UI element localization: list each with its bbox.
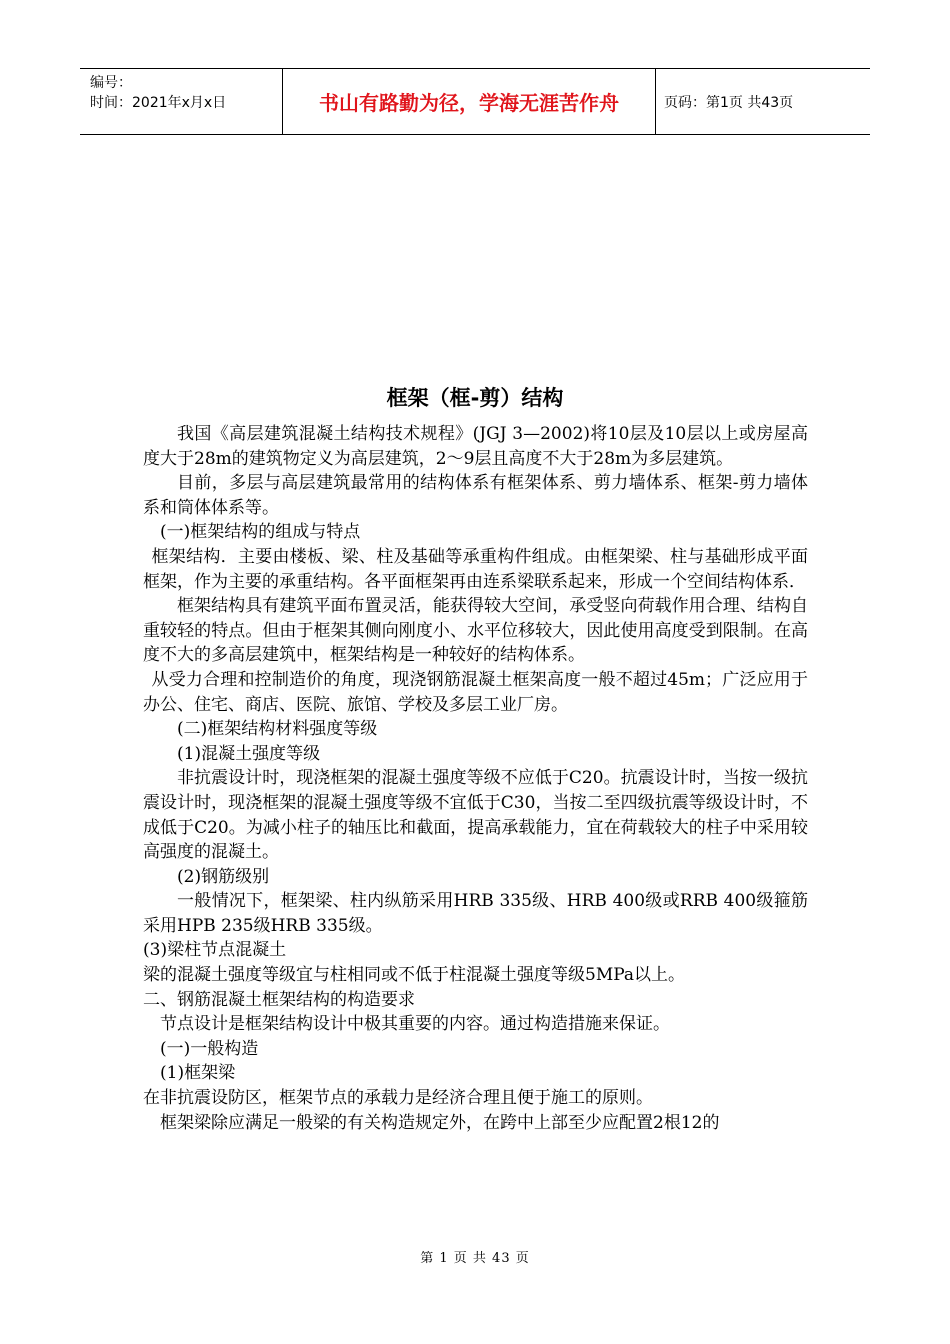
paragraph: 框架结构具有建筑平面布置灵活，能获得较大空间，承受竖向荷载作用合理、结构自重较轻的特点。但由于框架其侧向刚度小、水平位移较大，因此使用高度受到限制。在高度不大的多高层建筑中，框架结构是一种较好的结构体系。 bbox=[143, 596, 808, 666]
page-footer: 第 1 页 共 43 页 bbox=[420, 1251, 530, 1266]
document-date: 时间：2021年x月x日 bbox=[90, 95, 227, 111]
document-body bbox=[143, 422, 808, 1135]
document-title: 框架（框-剪）结构 bbox=[386, 386, 564, 410]
paragraph: 目前，多层与高层建筑最常用的结构体系有框架体系、剪力墙体系、框架-剪力墙体系和筒体体系等。 bbox=[143, 473, 808, 518]
paragraph: 一般情况下，框架梁、柱内纵筋采用HRB 335级、HRB 400级或RRB 400级箍筋采用HPB 235级HRB 335级。 bbox=[143, 891, 808, 936]
paragraph: 我国《高层建筑混凝土结构技术规程》(JGJ 3—2002)将10层及10层以上或房屋高度大于28m的建筑物定义为高层建筑，2～9层且高度不大于28m为多层建筑。 bbox=[143, 424, 808, 469]
subsection-heading: (1)混凝土强度等级 bbox=[177, 743, 321, 764]
paragraph: 非抗震设计时，现浇框架的混凝土强度等级不应低于C20。抗震设计时，当按一级抗震设计时，现浇框架的混凝土强度等级不宜低于C30，当按二至四级抗震等级设计时，不成低于C20。为减小柱子的轴压比和截面，提高承载能力，宜在荷载较大的柱子中采用较高强度的混凝土。 bbox=[143, 768, 808, 863]
paragraph: 框架梁除应满足一般梁的有关构造规定外，在跨中上部至少应配置2根12的 bbox=[160, 1112, 720, 1133]
header-info-cell bbox=[80, 69, 282, 134]
subsection-heading: (3)梁柱节点混凝土 bbox=[143, 940, 287, 961]
section-heading: (一)一般构造 bbox=[160, 1038, 259, 1059]
page-header bbox=[80, 68, 870, 135]
section-heading: (一)框架结构的组成与特点 bbox=[160, 522, 361, 543]
section-heading: (二)框架结构材料强度等级 bbox=[177, 719, 378, 740]
paragraph: 从受力合理和控制造价的角度，现浇钢筋混凝土框架高度一般不超过45m；广泛应用于办公、住宅、商店、医院、旅馆、学校及多层工业厂房。 bbox=[143, 669, 808, 715]
paragraph: 框架结构．主要由楼板、梁、柱及基础等承重构件组成。由框架梁、柱与基础形成平面框架，作为主要的承重结构。各平面框架再由连系梁联系起来，形成一个空间结构体系． bbox=[143, 546, 808, 592]
chapter-heading: 二、钢筋混凝土框架结构的构造要求 bbox=[143, 989, 415, 1010]
paragraph: 在非抗震设防区，框架节点的承载力是经济合理且便于施工的原则。 bbox=[143, 1088, 653, 1109]
paragraph: 节点设计是框架结构设计中极其重要的内容。通过构造措施来保证。 bbox=[160, 1014, 670, 1035]
header-page-info: 页码：第1页 共43页 bbox=[664, 94, 794, 111]
document-number-label: 编号： bbox=[90, 75, 132, 91]
subsection-heading: (1)框架梁 bbox=[160, 1063, 236, 1084]
paragraph: 梁的混凝土强度等级宜与柱相同或不低于柱混凝土强度等级5MPa以上。 bbox=[143, 965, 686, 986]
header-motto: 书山有路勤为径，学海无涯苦作舟 bbox=[282, 69, 656, 134]
subsection-heading: (2)钢筋级别 bbox=[177, 866, 270, 887]
